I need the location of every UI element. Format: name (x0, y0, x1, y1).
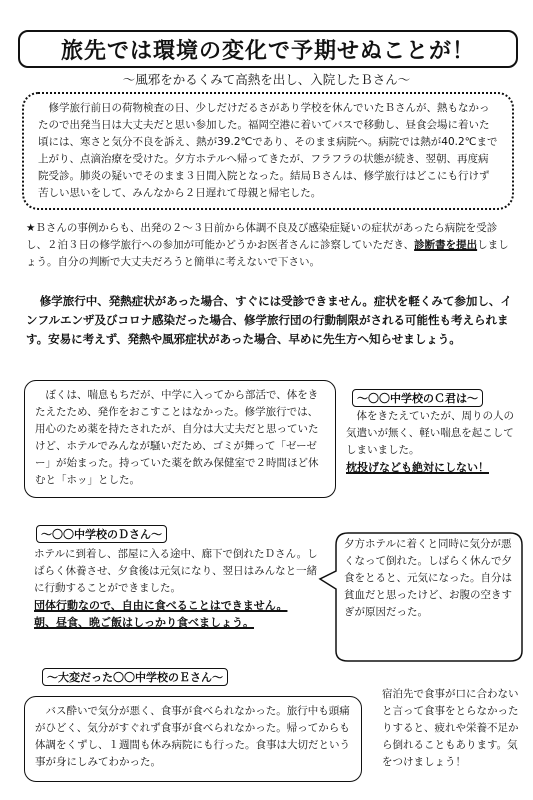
story-c-tag: 〜〇〇中学校のＣ君は〜 (352, 389, 483, 407)
story-e-text: バス酔いで気分が悪く、食事が食べられなかった。旅行中も頭痛がひどく、気分がすぐれず食事が食べられなかった。帰ってからも体調をくずし、１週間も休み病院にも行った。食事は大切だという事が身にしみてわかった。 (35, 705, 350, 768)
warning-paragraph (26, 292, 514, 349)
page-title (18, 30, 518, 68)
story-c-box (24, 380, 336, 498)
story-c-comment (346, 408, 518, 476)
story-e-comment-text: 宿泊先で食事が口に合わないと言って食事をとらなかったりすると、疲れや栄養不足から倒れることもあります。気をつけましょう！ (382, 688, 519, 768)
story-c-emphasis: 枕投げなども絶対にしない！ (346, 461, 489, 474)
story-d-comment-text: 夕方ホテルに着くと同時に気分が悪くなって倒れた。しばらく休んで夕食をとると、元気になった。自分は貧血だと思ったけど、お腹の空きすぎが原因だった。 (344, 538, 512, 618)
story-d-text-block (34, 546, 324, 631)
story-b-box (22, 92, 514, 210)
story-c-comment-text: 体をきたえていたが、周りの人の気遣いが無く、軽い喘息を起こしてしまいました。 (346, 410, 514, 456)
story-e-tag: 〜大変だった〇〇中学校のＥさん〜 (42, 668, 228, 686)
story-e-box (24, 696, 362, 782)
story-b-text: 修学旅行前日の荷物検査の日、少しだけだるさがあり学校を休んでいたＢさんが、熱もなかったので出発当日は大丈夫だと思い参加した。福岡空港に着いてバスで移動し、昼食会場に着いた頃には、寒さと気分不良を訴え、熱が39.2℃であり、そのまま病院へ。病院では熱が40.2℃まで上がり、点滴治療を受けた。夕方ホテルへ帰ってきたが、フラフラの状態が続き、翌朝、再度病院受診。肺炎の疑いでそのまま３日間入院となった。結局Ｂさんは、修学旅行はどこにも行けず苦しい思いをして、みんなから２日遅れて母親と帰宅した。 (38, 102, 498, 199)
advice-text: ★Ｂさんの事例からも、出発の２〜３日前から体調不良及び感染症疑いの症状があったら病院を受診し、２泊３日の修学旅行への参加が可能かどうかお医者さんに診察していただき、 (26, 222, 498, 251)
title-text: 旅先では環境の変化で予期せぬことが！ (60, 38, 475, 64)
story-e-comment (382, 686, 522, 771)
story-d-comment (344, 536, 520, 621)
story-d-emphasis-1: 団体行動なので、自由に食べることはできません。 (34, 599, 288, 612)
story-d-emphasis-2: 朝、昼食、晩ご飯はしっかり食べましょう。 (34, 616, 254, 629)
advice-paragraph (26, 220, 514, 271)
story-c-text: ぼくは、喘息もちだが、中学に入ってから部活で、体をきたえたため、発作をおこすことはなかった。修学旅行では、用心のため薬を持たされたが、自分は大丈夫だと思っていたけど、ホテルでみんなが騒いだため、ゴミが舞って「ゼーゼー」が始まった。持っていた薬を飲み保健室で２時間ほど休むと「ホッ」とした。 (35, 389, 319, 486)
warning-text: 修学旅行中、発熱症状があった場合、すぐには受診できません。症状を軽くみて参加し、インフルエンザ及びコロナ感染だった場合、修学旅行団の行動制限がされる可能性も考えられます。安易に考えず、発熱や風邪症状があった場合、早めに先生方へ知らせましょう。 (26, 294, 512, 346)
story-d-tag: 〜〇〇中学校のＤさん〜 (36, 525, 167, 543)
advice-rest: しましょう。自分の判断で大丈夫だろうと簡単に考えないで下さい。 (26, 239, 509, 268)
story-d-text: ホテルに到着し、部屋に入る途中、廊下で倒れたＤさん。しばらく休養させ、夕食後は元気になり、翌日はみんなと一緒に行動することができました。 (34, 548, 318, 594)
subtitle: 〜風邪をかるくみて高熱を出し、入院したＢさん〜 (122, 72, 411, 87)
advice-emphasis: 診断書を提出 (414, 239, 478, 251)
